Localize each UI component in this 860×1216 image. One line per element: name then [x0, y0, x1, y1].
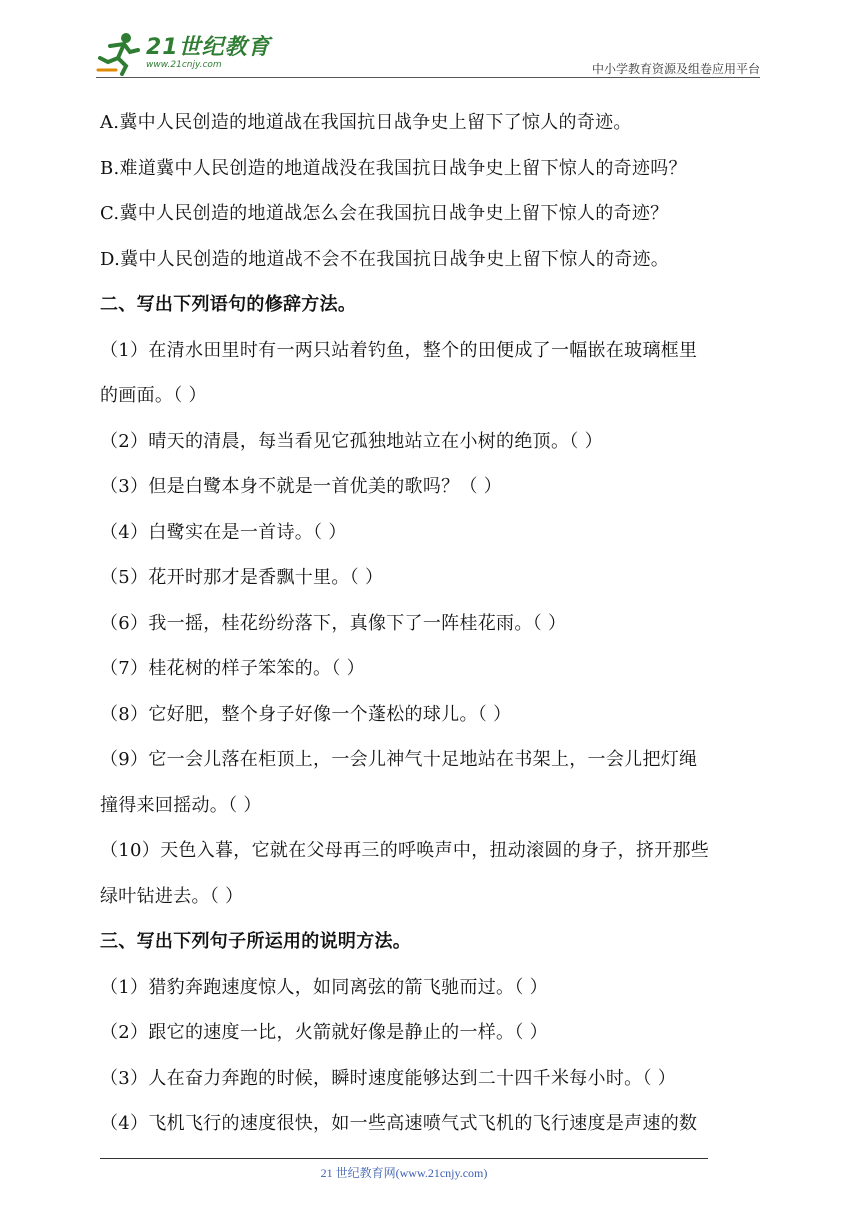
question-line: （7）桂花树的样子笨笨的。（ ）	[100, 658, 365, 679]
question-line: 撞得来回摇动。（ ）	[100, 794, 262, 816]
question-line: （4）飞机飞行的速度很快，如一些高速喷气式飞机的飞行速度是声速的数	[100, 1113, 698, 1134]
question-line: 的画面。（ ）	[100, 385, 207, 406]
option-a: A.冀中人民创造的地道战在我国抗日战争史上留下了惊人的奇迹。	[100, 112, 632, 133]
page-header	[96, 28, 760, 80]
option-c: C.冀中人民创造的地道战怎么会在我国抗日战争史上留下惊人的奇迹？	[100, 203, 669, 224]
runner-logo-icon	[96, 30, 142, 76]
question-line: （2）晴天的清晨，每当看见它孤独地站立在小树的绝顶。（ ）	[100, 430, 603, 452]
question-line: （3）人在奋力奔跑的时候，瞬时速度能够达到二十四千米每小时。（ ）	[100, 1067, 677, 1089]
option-b: B.难道冀中人民创造的地道战没在我国抗日战争史上留下惊人的奇迹吗？	[100, 157, 687, 179]
question-line: （4）白鹭实在是一首诗。（ ）	[100, 521, 347, 543]
question-line: （6）我一摇，桂花纷纷落下，真像下了一阵桂花雨。（ ）	[100, 612, 567, 634]
question-line: （5）花开时那才是香飘十里。（ ）	[100, 567, 384, 588]
question-line: （9）它一会儿落在柜顶上，一会儿神气十足地站在书架上，一会儿把灯绳	[100, 749, 698, 770]
platform-label: 中小学教育资源及组卷应用平台	[591, 62, 760, 76]
question-line: （10）天色入暮，它就在父母再三的呼唤声中，扭动滚圆的身子，挤开那些	[100, 840, 710, 861]
footer-text: 21 世纪教育网(www.21cnjy.com)	[320, 1166, 488, 1180]
question-line: （2）跟它的速度一比，火箭就好像是静止的一样。（ ）	[100, 1022, 548, 1043]
question-line: 绿叶钻进去。（ ）	[100, 885, 244, 907]
footer-divider	[100, 1158, 708, 1159]
logo-url: www.21cnjy.com	[146, 59, 222, 70]
header-divider	[96, 77, 760, 78]
question-line: （3）但是白鹭本身不就是一首优美的歌吗？（ ）	[100, 476, 503, 497]
question-line: （1）在清水田里时有一两只站着钓鱼，整个的田便成了一幅嵌在玻璃框里	[100, 339, 698, 361]
logo	[96, 28, 271, 78]
document-body	[100, 100, 764, 1147]
question-line: （1）猎豹奔跑速度惊人，如同离弦的箭飞驰而过。（ ）	[100, 976, 548, 998]
section-heading-3: 三、写出下列句子所运用的说明方法。	[100, 931, 412, 952]
section-heading-2: 二、写出下列语句的修辞方法。	[100, 294, 357, 315]
question-line: （8）它好肥，整个身子好像一个蓬松的球儿。（ ）	[100, 703, 512, 725]
logo-title: 21世纪教育	[146, 34, 271, 60]
option-d: D.冀中人民创造的地道战不会不在我国抗日战争史上留下惊人的奇迹。	[100, 248, 670, 270]
